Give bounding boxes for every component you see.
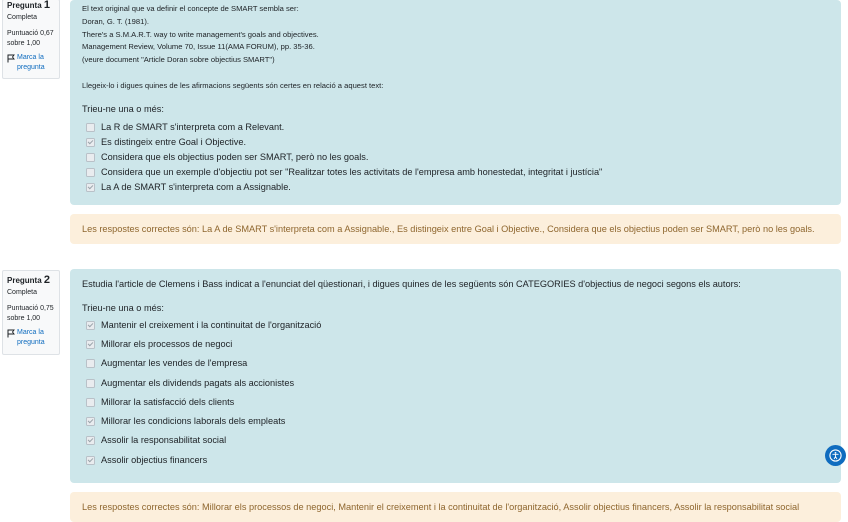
answer-checkbox[interactable] bbox=[86, 359, 95, 368]
flag-icon bbox=[7, 54, 15, 63]
answer-checkbox-checked[interactable] bbox=[86, 321, 95, 330]
answer-prompt: Trieu-ne una o més: bbox=[82, 104, 164, 114]
question-text-line: Llegeix-lo i digues quines de les afirmacions següents són certes en relació a aquest text: bbox=[82, 80, 384, 90]
accessibility-button[interactable] bbox=[825, 445, 846, 466]
answer-option[interactable] bbox=[86, 122, 284, 132]
answer-checkbox[interactable] bbox=[86, 123, 95, 132]
answer-option[interactable] bbox=[86, 416, 285, 426]
flag-icon bbox=[7, 329, 15, 338]
answer-checkbox[interactable] bbox=[86, 398, 95, 407]
flag-label[interactable]: Marca la pregunta bbox=[17, 54, 45, 71]
answer-prompt: Trieu-ne una o més: bbox=[82, 303, 164, 313]
question-number bbox=[7, 275, 55, 286]
answer-checkbox[interactable] bbox=[86, 379, 95, 388]
question-label: Pregunta bbox=[7, 1, 42, 10]
right-answer-feedback-1 bbox=[70, 214, 841, 244]
answer-checkbox-checked[interactable] bbox=[86, 456, 95, 465]
question-num: 2 bbox=[43, 274, 51, 286]
question-state: Completa bbox=[7, 14, 37, 21]
question-text-line bbox=[82, 67, 822, 80]
question-grade: Puntuació 0,75 sobre 1,00 bbox=[7, 305, 54, 322]
answer-option-label: Millorar les condicions laborals dels empleats bbox=[101, 416, 286, 426]
flag-question-link[interactable] bbox=[7, 53, 55, 73]
answer-checkbox[interactable] bbox=[86, 153, 95, 162]
question-number bbox=[7, 0, 55, 11]
question-info-2 bbox=[2, 270, 60, 355]
question-label: Pregunta bbox=[7, 276, 42, 285]
answer-option-label: Es distingeix entre Goal i Objective. bbox=[101, 137, 247, 147]
question-formulation-2 bbox=[70, 269, 841, 483]
answer-option[interactable] bbox=[86, 320, 321, 330]
answer-option[interactable] bbox=[86, 455, 207, 465]
question-num: 1 bbox=[43, 0, 51, 11]
question-text-line: There's a S.M.A.R.T. way to write management's goals and objectives. bbox=[82, 29, 319, 39]
question-text-line: (veure document "Article Doran sobre objectius SMART") bbox=[82, 55, 275, 65]
question-text: Estudia l'article de Clemens i Bass indicat a l'enunciat del qüestionari, i digues quines de les següents són CATEGORIES d'objectius de negoci segons els autors: bbox=[82, 279, 741, 289]
answer-option[interactable] bbox=[86, 182, 291, 192]
question-text-line: El text original que va definir el concepte de SMART sembla ser: bbox=[82, 4, 299, 13]
feedback-text: Les respostes correctes són: La A de SMART s'interpreta com a Assignable., Es distingeix entre Goal i Objective., Considera que els objectius poden ser SMART, però no les goals. bbox=[82, 224, 815, 234]
right-answer-feedback-2 bbox=[70, 492, 841, 522]
answer-option-label: La R de SMART s'interpreta com a Relevant. bbox=[101, 122, 285, 132]
question-state: Completa bbox=[7, 289, 37, 296]
answer-option-label: Assolir objectius financers bbox=[101, 455, 208, 465]
answer-option[interactable] bbox=[86, 358, 247, 368]
question-text bbox=[82, 3, 822, 93]
accessibility-icon bbox=[829, 449, 842, 462]
answer-option[interactable] bbox=[86, 378, 294, 388]
answer-checkbox-checked[interactable] bbox=[86, 417, 95, 426]
answer-checkbox-checked[interactable] bbox=[86, 138, 95, 147]
question-text-line: Management Review, Volume 70, Issue 11(AMA FORUM), pp. 35-36. bbox=[82, 42, 315, 52]
answer-option-label: Augmentar els dividends pagats als accionistes bbox=[101, 378, 295, 388]
answer-option-label: Millorar els processos de negoci bbox=[101, 339, 233, 349]
answer-checkbox-checked[interactable] bbox=[86, 436, 95, 445]
question-text-line: Doran, G. T. (1981). bbox=[82, 16, 149, 26]
feedback-text: Les respostes correctes són: Millorar els processos de negoci, Mantenir el creixement i la continuitat de l'organització, Assolir objectius financers, Assolir la responsabilitat social bbox=[82, 502, 800, 512]
answer-option[interactable] bbox=[86, 152, 368, 162]
answer-option-label: Considera que els objectius poden ser SMART, però no les goals. bbox=[101, 152, 369, 162]
question-info-1 bbox=[2, 0, 60, 79]
answer-option-label: Millorar la satisfacció dels clients bbox=[101, 397, 235, 407]
answer-option[interactable] bbox=[86, 167, 602, 177]
answer-option[interactable] bbox=[86, 397, 234, 407]
answer-option-label: Assolir la responsabilitat social bbox=[101, 435, 227, 445]
answer-checkbox-checked[interactable] bbox=[86, 340, 95, 349]
answer-option-label: Mantenir el creixement i la continuitat de l'organització bbox=[101, 320, 322, 330]
answer-option-label: La A de SMART s'interpreta com a Assignable. bbox=[101, 182, 291, 192]
answer-checkbox[interactable] bbox=[86, 168, 95, 177]
question-grade: Puntuació 0,67 sobre 1,00 bbox=[7, 30, 54, 47]
answer-option-label: Considera que un exemple d'objectiu pot ser "Realitzar totes les activitats de l'empresa amb honestedat, integritat i justícia" bbox=[101, 167, 603, 177]
answer-option[interactable] bbox=[86, 435, 226, 445]
answer-option-label: Augmentar les vendes de l'empresa bbox=[101, 358, 248, 368]
answer-checkbox-checked[interactable] bbox=[86, 183, 95, 192]
answer-option[interactable] bbox=[86, 339, 232, 349]
answer-option[interactable] bbox=[86, 137, 246, 147]
flag-question-link[interactable] bbox=[7, 328, 55, 348]
question-formulation-1 bbox=[70, 0, 841, 205]
flag-label[interactable]: Marca la pregunta bbox=[17, 329, 45, 346]
